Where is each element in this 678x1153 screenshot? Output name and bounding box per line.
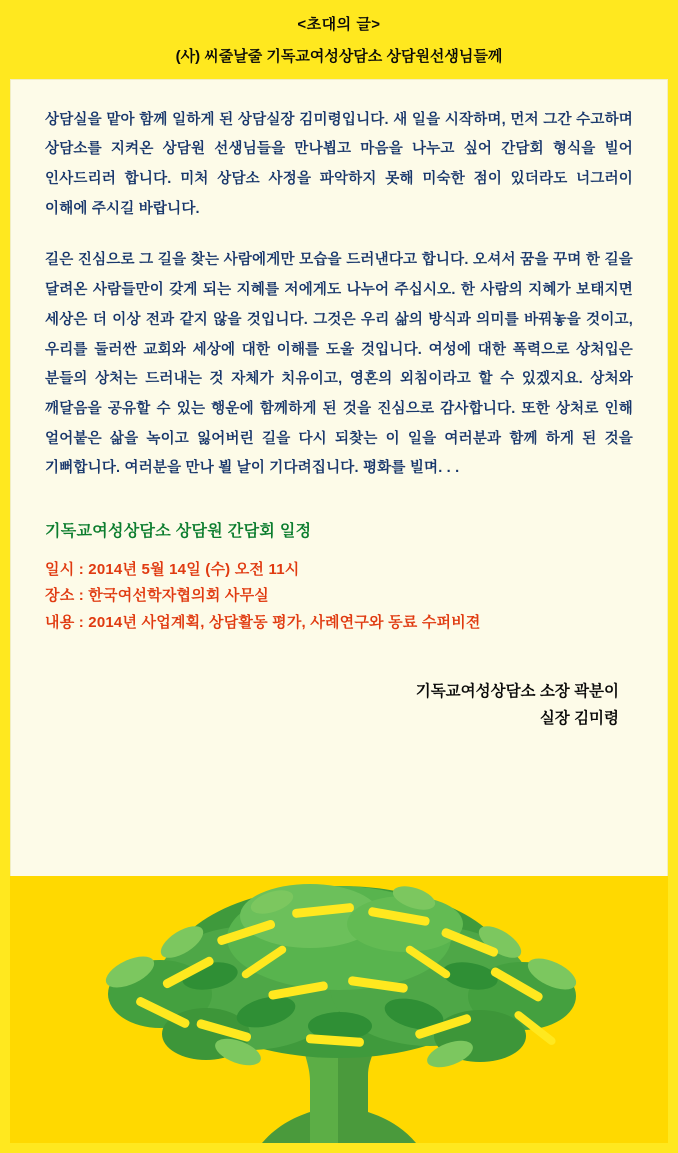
page-title: <초대의 글> <box>297 16 381 33</box>
schedule-item-agenda: 내용 : 2014년 사업계획, 상담활동 평가, 사례연구와 동료 수퍼비젼 <box>45 613 481 631</box>
signature-line-1: 기독교여성상담소 소장 곽분이 <box>415 682 619 700</box>
letter-body <box>10 79 668 877</box>
paragraph-2: 길은 진심으로 그 길을 찾는 사람에게만 모습을 드러낸다고 합니다. 오셔서 꿈을 꾸며 한 길을 달려온 사람들만이 갖게 되는 지혜를 저에게도 나누어 주십시오. 한 사람의 지혜가 보태지면 세상은 더 이상 전과 같지 않을 것입니다. 그것은 우리 삶의 방식과 의미를 바꿔놓을 것이고, 우리를 둘러싼 교회와 세상에 대한 이해를 도울 것입니다. 여성에 대한 폭력으로 상처입은 분들의 상처는 드러내는 것 자체가 치유이고, 영혼의 외침이라고 할 수 있겠지요. 상처와 깨달음을 공유할 수 있는 행운에 함께하게 된 것을 진심으로 감사합니다. 또한 상처로 인해 얼어붙은 삶을 녹이고 잃어버린 길을 다시 되찾는 이 일을 여러분과 함께 하게 된 것을 기뻐합니다. 여러분을 만나 뵐 날이 기다려집니다. 평화를 빌며. . . <box>45 252 633 477</box>
signature-block <box>45 678 633 732</box>
document-header <box>0 0 678 79</box>
tree-illustration <box>10 876 668 1143</box>
paragraph-1: 상담실을 맡아 함께 일하게 된 상담실장 김미령입니다. 새 일을 시작하며, 먼저 그간 수고하며 상담소를 지켜온 상담원 선생님들을 만나뵙고 마음을 나누고 싶어 간담회 형식을 빌어 인사드리러 합니다. 미처 상담소 사정을 파악하지 못해 미숙한 점이 있더라도 너그러이 이해에 주시길 바랍니다. <box>45 111 633 217</box>
schedule-list <box>45 557 633 636</box>
signature-line-2: 실장 김미령 <box>539 710 619 727</box>
schedule-heading: 기독교여성상담소 상담원 간담회 일정 <box>45 523 312 541</box>
page-subtitle: (사) 씨줄날줄 기독교여성상담소 상담원선생님들께 <box>175 47 503 65</box>
schedule-item-date: 일시 : 2014년 5월 14일 (수) 오전 11시 <box>45 561 300 579</box>
schedule-item-place: 장소 : 한국여선학자협의회 사무실 <box>45 587 269 605</box>
